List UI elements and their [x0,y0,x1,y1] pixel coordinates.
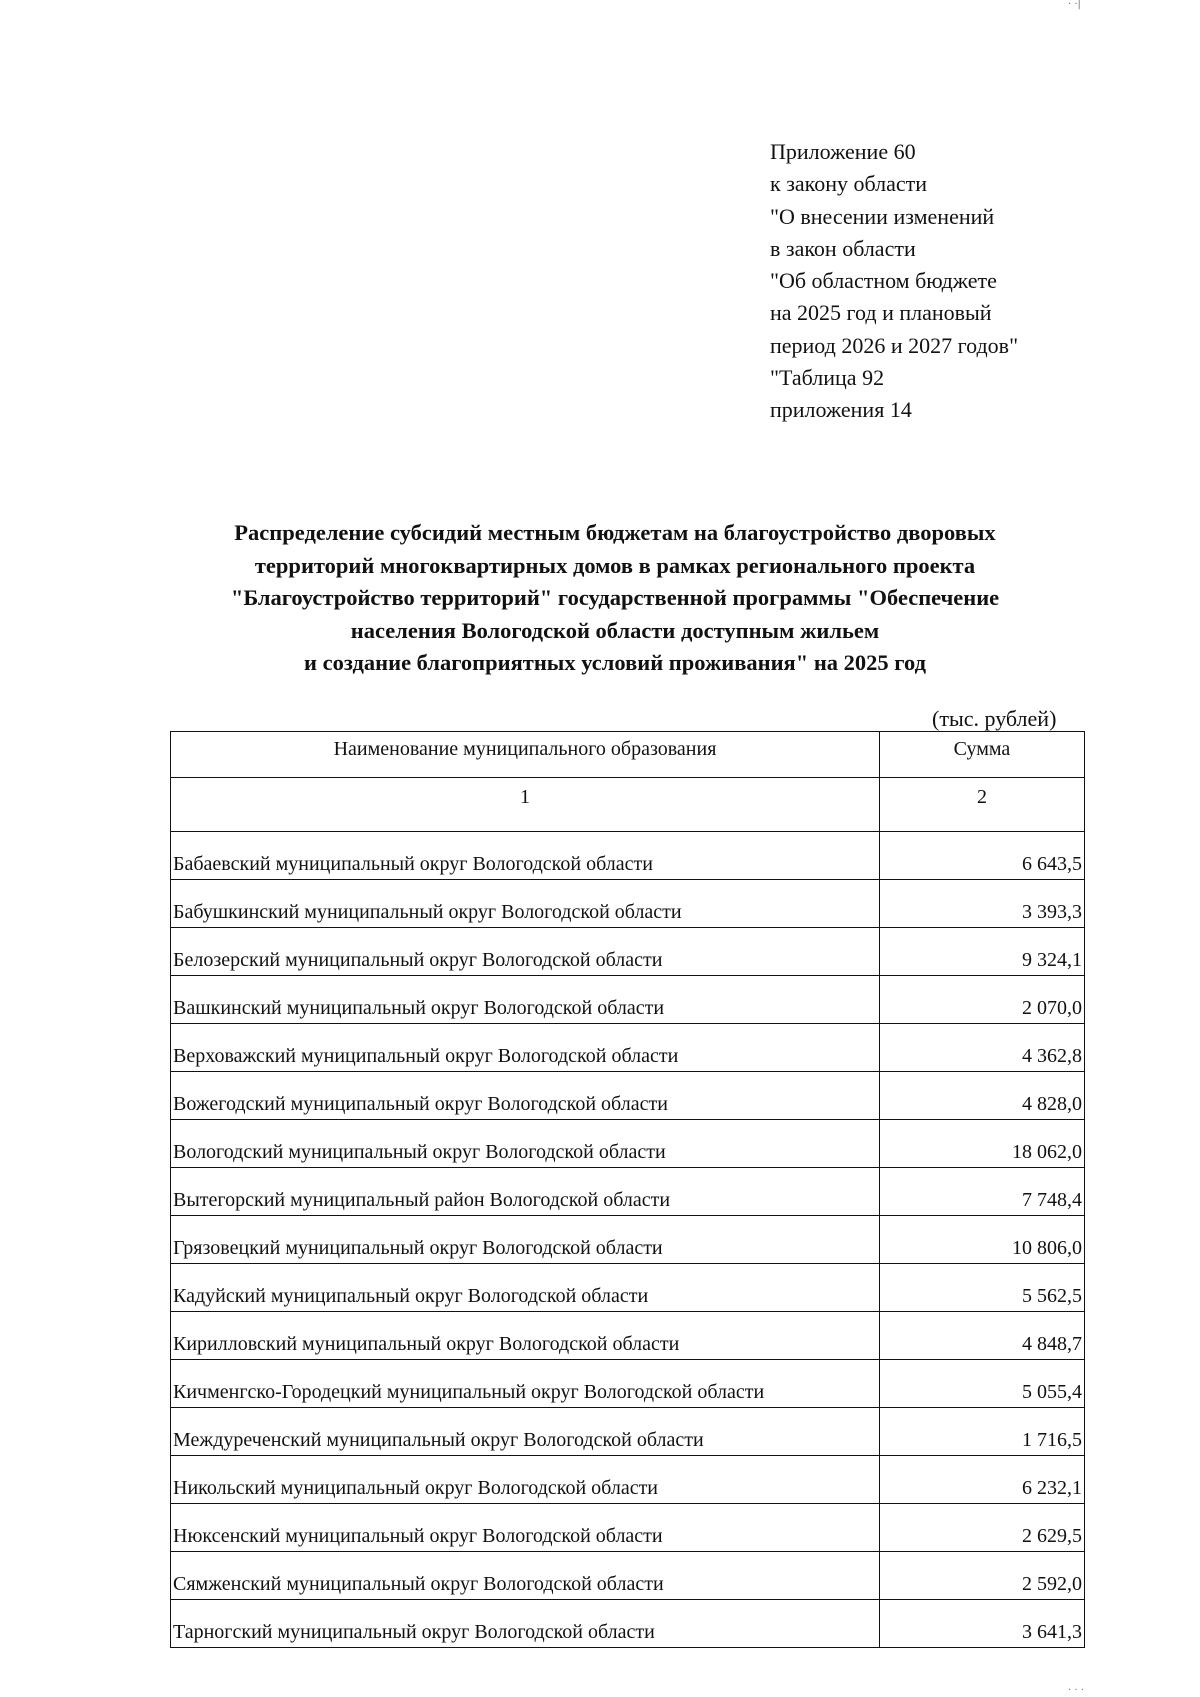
subsidy-amount: 4 362,8 [880,1024,1085,1072]
column-number-sum: 2 [880,778,1085,832]
subsidy-amount: 10 806,0 [880,1216,1085,1264]
subsidy-amount: 18 062,0 [880,1120,1085,1168]
municipality-name: Вологодский муниципальный округ Вологодской области [171,1120,880,1168]
subsidy-amount: 5 055,4 [880,1360,1085,1408]
scan-speck-decoration: · · · [1068,1685,1084,1696]
column-number-name: 1 [171,778,880,832]
column-number-row [171,778,1085,832]
appendix-line: "О внесении изменений [770,203,995,229]
subsidy-amount: 4 828,0 [880,1072,1085,1120]
table-body [171,832,1085,1648]
header-name: Наименование муниципального образования [171,732,880,778]
table-row [171,1312,1085,1360]
municipality-name: Никольский муниципальный округ Вологодской области [171,1456,880,1504]
title-line: "Благоустройство территорий" государственной программы "Обеспечение [230,585,1000,610]
table-row [171,976,1085,1024]
appendix-line: период 2026 и 2027 годов" [770,332,1019,358]
municipality-name: Вытегорский муниципальный район Вологодской области [171,1168,880,1216]
municipality-name: Грязовецкий муниципальный округ Вологодской области [171,1216,880,1264]
table-row [171,928,1085,976]
appendix-line: "Об областном бюджете [770,268,997,294]
municipality-name: Кирилловский муниципальный округ Вологодской области [171,1312,880,1360]
scan-speck-decoration: · ·| [1068,0,1081,10]
table-row [171,1504,1085,1552]
table-row [171,1168,1085,1216]
appendix-line: приложения 14 [770,397,912,423]
table-header-row [171,732,1085,778]
subsidy-amount: 4 848,7 [880,1312,1085,1360]
appendix-line: на 2025 год и плановый [770,300,992,326]
table-row [171,1552,1085,1600]
subsidy-amount: 1 716,5 [880,1408,1085,1456]
table-row [171,1216,1085,1264]
appendix-reference [770,136,1018,427]
table-row [171,1264,1085,1312]
title-line: территорий многоквартирных домов в рамках регионального проекта [254,552,976,578]
title-line: Распределение субсидий местным бюджетам на благоустройство дворовых [234,520,996,545]
table-row [171,832,1085,880]
appendix-line: Приложение 60 [770,139,916,164]
table-row [171,1072,1085,1120]
table-row [171,1456,1085,1504]
subsidy-amount: 5 562,5 [880,1264,1085,1312]
municipality-name: Нюксенский муниципальный округ Вологодской области [171,1504,880,1552]
table-row [171,1600,1085,1648]
municipality-name: Вашкинский муниципальный округ Вологодской области [171,976,880,1024]
subsidy-amount: 2 629,5 [880,1504,1085,1552]
table-row [171,880,1085,928]
table-row [171,1408,1085,1456]
municipality-name: Вожегодский муниципальный округ Вологодской области [171,1072,880,1120]
table-row [171,1120,1085,1168]
title-line: населения Вологодской области доступным жильем [350,617,880,643]
appendix-line: к закону области [770,171,928,197]
table-row [171,1024,1085,1072]
municipality-name: Белозерский муниципальный округ Вологодской области [171,928,880,976]
municipality-name: Бабаевский муниципальный округ Вологодской области [171,832,880,880]
subsidy-amount: 6 232,1 [880,1456,1085,1504]
municipality-name: Тарногский муниципальный округ Вологодской области [171,1600,880,1648]
municipality-name: Кичменгско-Городецкий муниципальный округ Вологодской области [171,1360,880,1408]
appendix-line: "Таблица 92 [770,365,885,391]
title-line: и создание благоприятных условий проживания" на 2025 год [304,650,926,675]
header-sum: Сумма [880,732,1085,778]
municipality-name: Верховажский муниципальный округ Вологодской области [171,1024,880,1072]
municipality-name: Бабушкинский муниципальный округ Вологодской области [171,880,880,928]
municipality-name: Кадуйский муниципальный округ Вологодской области [171,1264,880,1312]
subsidy-amount: 2 070,0 [880,976,1085,1024]
subsidy-amount: 6 643,5 [880,832,1085,880]
subsidy-amount: 3 641,3 [880,1600,1085,1648]
municipality-name: Сямженский муниципальный округ Вологодской области [171,1552,880,1600]
subsidy-amount: 3 393,3 [880,880,1085,928]
subsidy-amount: 9 324,1 [880,928,1085,976]
subsidy-amount: 2 592,0 [880,1552,1085,1600]
units-label: (тыс. рублей) [932,706,1057,731]
document-title [160,517,1070,680]
subsidy-amount: 7 748,4 [880,1168,1085,1216]
appendix-line: в закон области [770,235,916,261]
table-row [171,1360,1085,1408]
municipality-name: Междуреченский муниципальный округ Вологодской области [171,1408,880,1456]
subsidy-allocation-table [170,731,1085,1648]
